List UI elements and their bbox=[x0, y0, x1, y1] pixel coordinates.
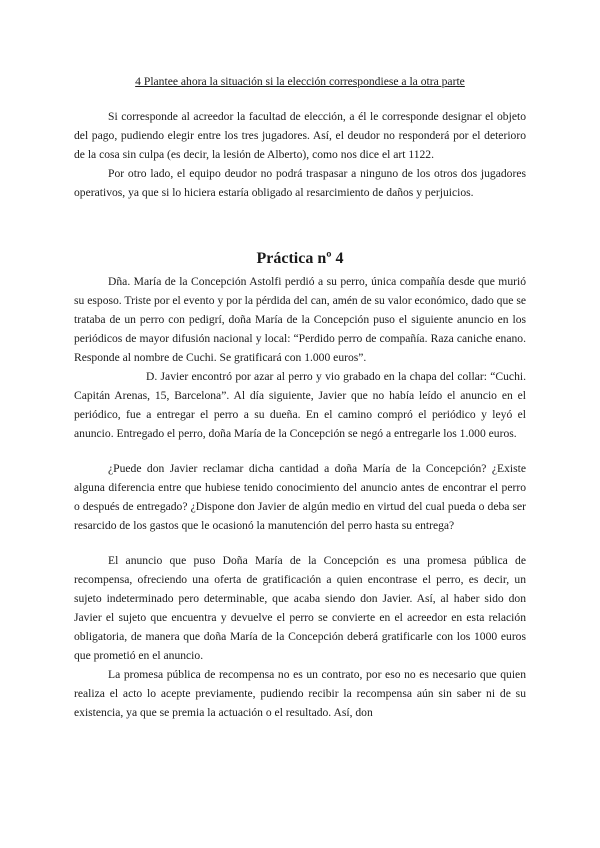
section-4-paragraph-2: Por otro lado, el equipo deudor no podrá traspasar a ninguno de los otros dos jugadores operativos, ya que si lo hiciera estaría obligado al resarcimiento de daños y perjuicios. bbox=[74, 167, 526, 199]
question-paragraph: ¿Puede don Javier reclamar dicha cantidad a doña María de la Concepción? ¿Existe alguna diferencia entre que hubiese tenido conocimiento del anuncio antes de encontrar el perro o después de entregado? ¿Dispone don Javier de algún medio en virtud del cual pueda o deba ser resarcido de los gastos que le ocasionó la manutención del perro hasta su entrega? bbox=[74, 462, 526, 532]
answer-paragraph-1: El anuncio que puso Doña María de la Concepción es una promesa pública de recompensa, ofreciendo una oferta de gratificación a quien encontrase el perro, es decir, un sujeto indeterminado pero determinable, que acaba siendo don Javier. Así, al haber sido don Javier el sujeto que encuentra y devuelve el perro se convierte en el acreedor en esta relación obligatoria, de manera que doña María de la Concepción deberá gratificarle con los 1000 euros que prometió en el anuncio. bbox=[74, 554, 526, 662]
practice-title: Práctica nº 4 bbox=[256, 250, 344, 267]
section-4-paragraph-1: Si corresponde al acreedor la facultad de elección, a él le corresponde designar el objeto del pago, pudiendo elegir entre los tres jugadores. Así, el deudor no responderá por el deterioro de la cosa sin culpa (es decir, la lesión de Alberto), como nos dice el art 1122. bbox=[74, 110, 526, 161]
section-4-heading: 4 Plantee ahora la situación si la elección correspondiese a la otra parte bbox=[135, 75, 465, 88]
document-page bbox=[74, 72, 526, 722]
answer-paragraph-2: La promesa pública de recompensa no es un contrato, por eso no es necesario que quien realiza el acto lo acepte previamente, pudiendo recibir la recompensa aún sin saber ni de su existencia, ya que se premia la actuación o el resultado. Así, don bbox=[74, 668, 526, 719]
case-paragraph-2: D. Javier encontró por azar al perro y vio grabado en la chapa del collar: “Cuchi. Capitán Arenas, 15, Barcelona”. Al día siguiente, Javier que no había leído el anuncio en el periódico, fue a entregar el perro a su dueña. En el camino compró el periódico y leyó el anuncio. Entregado el perro, doña María de la Concepción se negó a entregarle los 1.000 euros. bbox=[74, 370, 526, 440]
case-paragraph-1: Dña. María de la Concepción Astolfi perdió a su perro, única compañía desde que murió su esposo. Triste por el evento y por la pérdida del can, amén de su valor económico, dado que se trataba de un perro con pedigrí, doña María de la Concepción puso el siguiente anuncio en los periódicos de mayor difusión nacional y local: “Perdido perro de compañía. Raza caniche enano. Responde al nombre de Cuchi. Se gratificará con 1.000 euros”. bbox=[74, 275, 526, 364]
